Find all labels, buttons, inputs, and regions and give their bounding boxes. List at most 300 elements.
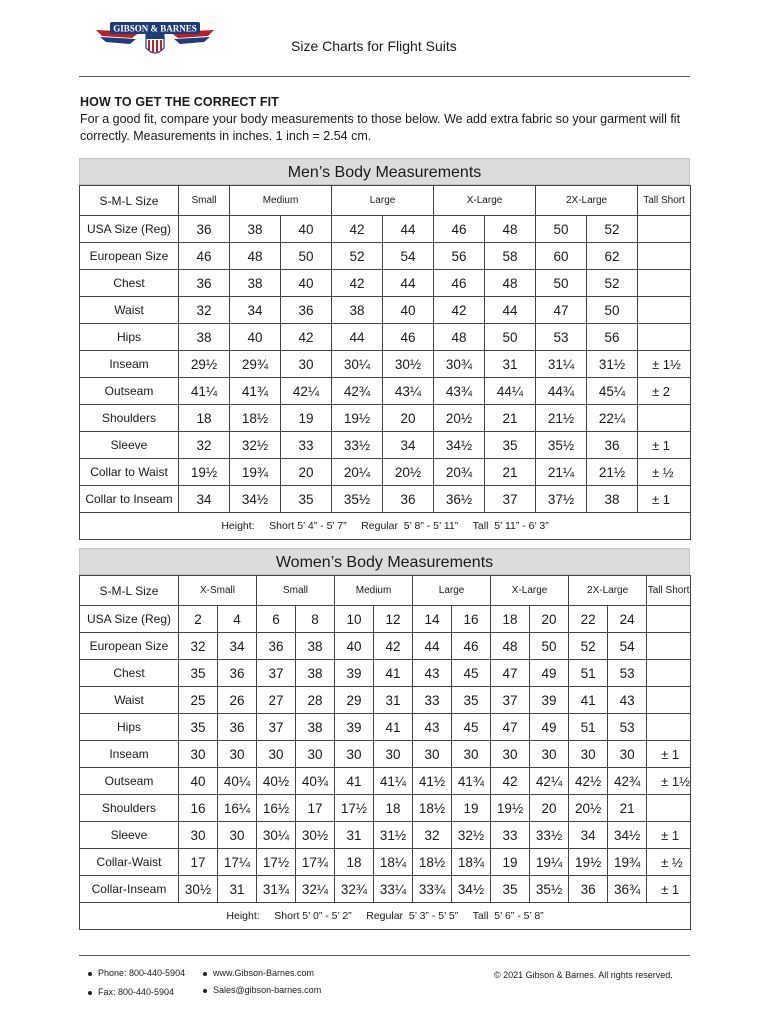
measurement-cell: 36 <box>569 876 608 903</box>
tall-short-adjustment <box>638 297 691 324</box>
tall-short-adjustment <box>638 216 691 243</box>
footer-divider <box>79 955 690 956</box>
measurement-cell: 56 <box>587 324 638 351</box>
measurement-cell: 50 <box>485 324 536 351</box>
measurement-cell: 41¼ <box>374 768 413 795</box>
measurement-cell: 49 <box>530 714 569 741</box>
tall-short-adjustment: ± 1 <box>647 876 691 903</box>
measurement-cell: 45¼ <box>587 378 638 405</box>
tall-short-adjustment <box>638 324 691 351</box>
measurement-cell: 46 <box>434 270 485 297</box>
measurement-cell: 52 <box>569 633 608 660</box>
measurement-cell: 50 <box>536 270 587 297</box>
tall-short-adjustment: ± 1½ <box>638 351 691 378</box>
measurement-cell: 40 <box>179 768 218 795</box>
measurement-cell: 41 <box>335 768 374 795</box>
measurement-cell: 16 <box>179 795 218 822</box>
measurement-cell: 16¼ <box>218 795 257 822</box>
measurement-cell: 46 <box>383 324 434 351</box>
measurement-cell: 40 <box>281 216 332 243</box>
measurement-cell: 32 <box>413 822 452 849</box>
measurement-cell: 32½ <box>230 432 281 459</box>
measurement-cell: 17¾ <box>296 849 335 876</box>
measurement-cell: 36 <box>587 432 638 459</box>
measurement-cell: 54 <box>383 243 434 270</box>
measurement-cell: 41 <box>374 714 413 741</box>
row-label: Hips <box>80 324 179 351</box>
measurement-cell: 36¾ <box>608 876 647 903</box>
tall-short-header: Tall Short <box>647 576 691 606</box>
measurement-cell: 42¼ <box>530 768 569 795</box>
measurement-cell: 52 <box>587 270 638 297</box>
measurement-cell: 30 <box>218 822 257 849</box>
measurement-cell: 44 <box>383 270 434 297</box>
measurement-cell: 21 <box>608 795 647 822</box>
measurement-cell: 29½ <box>179 351 230 378</box>
measurement-cell: 32 <box>179 432 230 459</box>
measurement-cell: 37 <box>485 486 536 513</box>
measurement-cell: 30 <box>413 741 452 768</box>
table-row <box>80 768 691 795</box>
measurement-cell: 30¼ <box>332 351 383 378</box>
measurement-cell: 31 <box>335 822 374 849</box>
tall-short-adjustment: ± ½ <box>638 459 691 486</box>
measurement-cell: 17 <box>296 795 335 822</box>
footer-copyright: © 2021 Gibson & Barnes. All rights reserved. <box>494 970 673 980</box>
measurement-cell: 30 <box>608 741 647 768</box>
measurement-cell: 38 <box>296 660 335 687</box>
measurement-cell: 40¾ <box>296 768 335 795</box>
measurement-cell: 41¾ <box>230 378 281 405</box>
measurement-cell: 44 <box>383 216 434 243</box>
measurement-cell: 32¾ <box>335 876 374 903</box>
measurement-cell: 8 <box>296 606 335 633</box>
measurement-cell: 32¼ <box>296 876 335 903</box>
measurement-cell: 38 <box>587 486 638 513</box>
row-label: European Size <box>80 633 179 660</box>
row-label: Waist <box>80 687 179 714</box>
measurement-cell: 39 <box>335 660 374 687</box>
tall-short-adjustment <box>647 687 691 714</box>
measurement-cell: 29 <box>335 687 374 714</box>
measurement-cell: 53 <box>536 324 587 351</box>
measurement-cell: 40 <box>335 633 374 660</box>
measurement-cell: 48 <box>485 270 536 297</box>
measurement-cell: 26 <box>218 687 257 714</box>
measurement-cell: 34 <box>230 297 281 324</box>
measurement-cell: 30 <box>335 741 374 768</box>
measurement-cell: 14 <box>413 606 452 633</box>
measurement-cell: 49 <box>530 660 569 687</box>
footer-email-link[interactable]: Sales@gibson-barnes.com <box>203 985 321 995</box>
measurement-cell: 21½ <box>587 459 638 486</box>
measurement-cell: 34 <box>218 633 257 660</box>
tall-short-adjustment <box>647 633 691 660</box>
measurement-cell: 10 <box>335 606 374 633</box>
measurement-cell: 53 <box>608 714 647 741</box>
row-label: Outseam <box>80 378 179 405</box>
measurement-cell: 36 <box>179 216 230 243</box>
measurement-cell: 38 <box>230 270 281 297</box>
measurement-cell: 53 <box>608 660 647 687</box>
row-label: Hips <box>80 714 179 741</box>
row-label: European Size <box>80 243 179 270</box>
measurement-cell: 20½ <box>434 405 485 432</box>
size-group-header: Large <box>413 576 491 606</box>
measurement-cell: 2 <box>179 606 218 633</box>
height-note: Height: Short 5’ 4” - 5’ 7” Regular 5’ 8” - 5’ 11” Tall 5’ 11” - 6’ 3” <box>80 513 691 540</box>
measurement-cell: 33¾ <box>413 876 452 903</box>
size-group-header: Large <box>332 186 434 216</box>
measurement-cell: 44¾ <box>536 378 587 405</box>
measurement-cell: 34½ <box>452 876 491 903</box>
measurement-cell: 33 <box>491 822 530 849</box>
measurement-cell: 19 <box>452 795 491 822</box>
measurement-cell: 42¾ <box>332 378 383 405</box>
measurement-cell: 30 <box>491 741 530 768</box>
tall-short-adjustment: ± ½ <box>647 849 691 876</box>
measurement-cell: 36 <box>257 633 296 660</box>
table-row <box>80 459 691 486</box>
men-header-row <box>80 186 691 216</box>
measurement-cell: 19 <box>281 405 332 432</box>
measurement-cell: 40 <box>281 270 332 297</box>
measurement-cell: 47 <box>491 660 530 687</box>
measurement-cell: 37 <box>257 714 296 741</box>
measurement-cell: 27 <box>257 687 296 714</box>
size-group-header: Medium <box>335 576 413 606</box>
table-row <box>80 216 691 243</box>
measurement-cell: 35½ <box>530 876 569 903</box>
measurement-cell: 50 <box>536 216 587 243</box>
tall-short-adjustment: ± 1½ <box>647 768 691 795</box>
measurement-cell: 18 <box>491 606 530 633</box>
measurement-cell: 33½ <box>530 822 569 849</box>
measurement-cell: 18 <box>179 405 230 432</box>
measurement-cell: 25 <box>179 687 218 714</box>
men-size-chart <box>79 158 690 540</box>
table-row <box>80 324 691 351</box>
measurement-cell: 30 <box>374 741 413 768</box>
footer-website-link[interactable]: www.Gibson-Barnes.com <box>203 968 314 978</box>
measurement-cell: 20 <box>281 459 332 486</box>
measurement-cell: 60 <box>536 243 587 270</box>
measurement-cell: 19¼ <box>530 849 569 876</box>
measurement-cell: 35 <box>179 714 218 741</box>
measurement-cell: 19½ <box>491 795 530 822</box>
size-group-header: X-Large <box>434 186 536 216</box>
measurement-cell: 41 <box>569 687 608 714</box>
measurement-cell: 34 <box>383 432 434 459</box>
tall-short-adjustment: ± 2 <box>638 378 691 405</box>
measurement-cell: 19¾ <box>608 849 647 876</box>
measurement-cell: 19½ <box>332 405 383 432</box>
table-row <box>80 876 691 903</box>
measurement-cell: 52 <box>332 243 383 270</box>
measurement-cell: 22 <box>569 606 608 633</box>
table-row <box>80 432 691 459</box>
measurement-cell: 41 <box>374 660 413 687</box>
tall-short-adjustment <box>638 270 691 297</box>
tall-short-adjustment <box>638 243 691 270</box>
measurement-cell: 40 <box>383 297 434 324</box>
measurement-cell: 50 <box>281 243 332 270</box>
measurement-cell: 41¼ <box>179 378 230 405</box>
measurement-cell: 43 <box>413 660 452 687</box>
measurement-cell: 4 <box>218 606 257 633</box>
measurement-cell: 19½ <box>179 459 230 486</box>
table-row <box>80 297 691 324</box>
measurement-cell: 42¼ <box>281 378 332 405</box>
measurement-cell: 35 <box>491 876 530 903</box>
measurement-cell: 32 <box>179 297 230 324</box>
row-label: Inseam <box>80 741 179 768</box>
measurement-cell: 39 <box>335 714 374 741</box>
measurement-cell: 21 <box>485 405 536 432</box>
size-group-header: X-Small <box>179 576 257 606</box>
table-row <box>80 486 691 513</box>
measurement-cell: 38 <box>296 633 335 660</box>
measurement-cell: 16 <box>452 606 491 633</box>
measurement-cell: 42 <box>332 216 383 243</box>
men-height-row <box>80 513 691 540</box>
measurement-cell: 21¼ <box>536 459 587 486</box>
table-row <box>80 633 691 660</box>
measurement-cell: 18½ <box>230 405 281 432</box>
measurement-cell: 24 <box>608 606 647 633</box>
size-group-header: 2X-Large <box>569 576 647 606</box>
measurement-cell: 43¼ <box>383 378 434 405</box>
row-label: USA Size (Reg) <box>80 216 179 243</box>
measurement-cell: 52 <box>587 216 638 243</box>
measurement-cell: 21 <box>485 459 536 486</box>
measurement-cell: 20¼ <box>332 459 383 486</box>
measurement-cell: 48 <box>434 324 485 351</box>
row-label: Collar to Waist <box>80 459 179 486</box>
table-row <box>80 822 691 849</box>
measurement-cell: 43¾ <box>434 378 485 405</box>
men-measurements-table <box>79 185 691 540</box>
measurement-cell: 34½ <box>608 822 647 849</box>
height-note: Height: Short 5’ 0” - 5’ 2” Regular 5’ 3” - 5’ 5” Tall 5’ 6” - 5’ 8” <box>80 903 691 930</box>
measurement-cell: 58 <box>485 243 536 270</box>
measurement-cell: 37½ <box>536 486 587 513</box>
table-row <box>80 270 691 297</box>
size-label-header: S-M-L Size <box>80 576 179 606</box>
row-label: Collar-Inseam <box>80 876 179 903</box>
measurement-cell: 31¼ <box>536 351 587 378</box>
measurement-cell: 38 <box>296 714 335 741</box>
measurement-cell: 34 <box>569 822 608 849</box>
fit-instructions: For a good fit, compare your body measurements to those below. We add extra fabric so your garment will fit correctly. Measurements in inches. 1 inch = 2.54 cm. <box>80 112 681 143</box>
size-group-header: Medium <box>230 186 332 216</box>
measurement-cell: 30 <box>218 741 257 768</box>
measurement-cell: 43 <box>608 687 647 714</box>
measurement-cell: 30½ <box>179 876 218 903</box>
tall-short-adjustment <box>638 405 691 432</box>
measurement-cell: 45 <box>452 660 491 687</box>
measurement-cell: 38 <box>179 324 230 351</box>
measurement-cell: 51 <box>569 660 608 687</box>
size-group-header: Small <box>257 576 335 606</box>
measurement-cell: 35 <box>179 660 218 687</box>
measurement-cell: 42½ <box>569 768 608 795</box>
women-size-chart <box>79 548 690 930</box>
measurement-cell: 48 <box>485 216 536 243</box>
measurement-cell: 17¼ <box>218 849 257 876</box>
measurement-cell: 37 <box>257 660 296 687</box>
tall-short-adjustment <box>647 714 691 741</box>
measurement-cell: 6 <box>257 606 296 633</box>
measurement-cell: 40¼ <box>218 768 257 795</box>
page-title: Size Charts for Flight Suits <box>291 38 457 54</box>
measurement-cell: 47 <box>491 714 530 741</box>
measurement-cell: 30 <box>530 741 569 768</box>
row-label: Collar to Inseam <box>80 486 179 513</box>
measurement-cell: 28 <box>296 687 335 714</box>
measurement-cell: 32 <box>179 633 218 660</box>
measurement-cell: 35½ <box>332 486 383 513</box>
measurement-cell: 42¾ <box>608 768 647 795</box>
measurement-cell: 38 <box>332 297 383 324</box>
table-row <box>80 351 691 378</box>
women-measurements-table <box>79 575 691 930</box>
measurement-cell: 31½ <box>374 822 413 849</box>
measurement-cell: 38 <box>230 216 281 243</box>
row-label: Outseam <box>80 768 179 795</box>
measurement-cell: 33¼ <box>374 876 413 903</box>
measurement-cell: 18 <box>374 795 413 822</box>
measurement-cell: 34½ <box>230 486 281 513</box>
measurement-cell: 42 <box>332 270 383 297</box>
measurement-cell: 30½ <box>383 351 434 378</box>
measurement-cell: 36 <box>383 486 434 513</box>
measurement-cell: 46 <box>179 243 230 270</box>
measurement-cell: 36 <box>179 270 230 297</box>
table-row <box>80 687 691 714</box>
measurement-cell: 30 <box>452 741 491 768</box>
measurement-cell: 40½ <box>257 768 296 795</box>
size-group-header: 2X-Large <box>536 186 638 216</box>
table-row <box>80 405 691 432</box>
measurement-cell: 32½ <box>452 822 491 849</box>
size-group-header: Small <box>179 186 230 216</box>
measurement-cell: 31 <box>374 687 413 714</box>
measurement-cell: 30 <box>179 741 218 768</box>
measurement-cell: 31¾ <box>257 876 296 903</box>
measurement-cell: 50 <box>530 633 569 660</box>
measurement-cell: 42 <box>434 297 485 324</box>
measurement-cell: 43 <box>413 714 452 741</box>
women-height-row <box>80 903 691 930</box>
tall-short-adjustment: ± 1 <box>638 486 691 513</box>
measurement-cell: 17 <box>179 849 218 876</box>
measurement-cell: 46 <box>452 633 491 660</box>
measurement-cell: 44 <box>485 297 536 324</box>
measurement-cell: 33½ <box>332 432 383 459</box>
table-row <box>80 243 691 270</box>
measurement-cell: 34½ <box>434 432 485 459</box>
fit-heading: HOW TO GET THE CORRECT FIT <box>80 95 279 109</box>
measurement-cell: 41¾ <box>452 768 491 795</box>
tall-short-adjustment: ± 1 <box>647 741 691 768</box>
table-row <box>80 378 691 405</box>
table-row <box>80 849 691 876</box>
row-label: Shoulders <box>80 405 179 432</box>
logo-text: GIBSON & BARNES <box>113 23 197 34</box>
measurement-cell: 19½ <box>569 849 608 876</box>
measurement-cell: 35 <box>485 432 536 459</box>
men-chart-title: Men’s Body Measurements <box>79 158 690 185</box>
measurement-cell: 56 <box>434 243 485 270</box>
tall-short-header: Tall Short <box>638 186 691 216</box>
women-chart-title: Women’s Body Measurements <box>79 548 690 575</box>
measurement-cell: 33 <box>281 432 332 459</box>
measurement-cell: 44 <box>332 324 383 351</box>
measurement-cell: 18¼ <box>374 849 413 876</box>
women-header-row <box>80 576 691 606</box>
measurement-cell: 36 <box>281 297 332 324</box>
measurement-cell: 34 <box>179 486 230 513</box>
measurement-cell: 29¾ <box>230 351 281 378</box>
measurement-cell: 47 <box>536 297 587 324</box>
measurement-cell: 20 <box>530 795 569 822</box>
measurement-cell: 31 <box>218 876 257 903</box>
measurement-cell: 30 <box>281 351 332 378</box>
row-label: Waist <box>80 297 179 324</box>
measurement-cell: 30 <box>257 741 296 768</box>
measurement-cell: 42 <box>491 768 530 795</box>
measurement-cell: 18 <box>335 849 374 876</box>
size-label-header: S-M-L Size <box>80 186 179 216</box>
measurement-cell: 19 <box>491 849 530 876</box>
measurement-cell: 16½ <box>257 795 296 822</box>
measurement-cell: 20 <box>530 606 569 633</box>
measurement-cell: 30½ <box>296 822 335 849</box>
measurement-cell: 42 <box>374 633 413 660</box>
measurement-cell: 35 <box>281 486 332 513</box>
tall-short-adjustment: ± 1 <box>638 432 691 459</box>
measurement-cell: 31 <box>485 351 536 378</box>
measurement-cell: 12 <box>374 606 413 633</box>
measurement-cell: 21½ <box>536 405 587 432</box>
measurement-cell: 48 <box>230 243 281 270</box>
measurement-cell: 44¼ <box>485 378 536 405</box>
row-label: Shoulders <box>80 795 179 822</box>
measurement-cell: 20¾ <box>434 459 485 486</box>
measurement-cell: 20½ <box>383 459 434 486</box>
measurement-cell: 36 <box>218 714 257 741</box>
measurement-cell: 17½ <box>335 795 374 822</box>
measurement-cell: 50 <box>587 297 638 324</box>
row-label: Chest <box>80 660 179 687</box>
measurement-cell: 35 <box>452 687 491 714</box>
measurement-cell: 18½ <box>413 795 452 822</box>
measurement-cell: 40 <box>230 324 281 351</box>
measurement-cell: 48 <box>491 633 530 660</box>
measurement-cell: 18¾ <box>452 849 491 876</box>
size-group-header: X-Large <box>491 576 569 606</box>
measurement-cell: 41½ <box>413 768 452 795</box>
table-row <box>80 741 691 768</box>
row-label: Chest <box>80 270 179 297</box>
measurement-cell: 46 <box>434 216 485 243</box>
measurement-cell: 33 <box>413 687 452 714</box>
tall-short-adjustment <box>647 606 691 633</box>
measurement-cell: 37 <box>491 687 530 714</box>
row-label: Collar-Waist <box>80 849 179 876</box>
measurement-cell: 44 <box>413 633 452 660</box>
